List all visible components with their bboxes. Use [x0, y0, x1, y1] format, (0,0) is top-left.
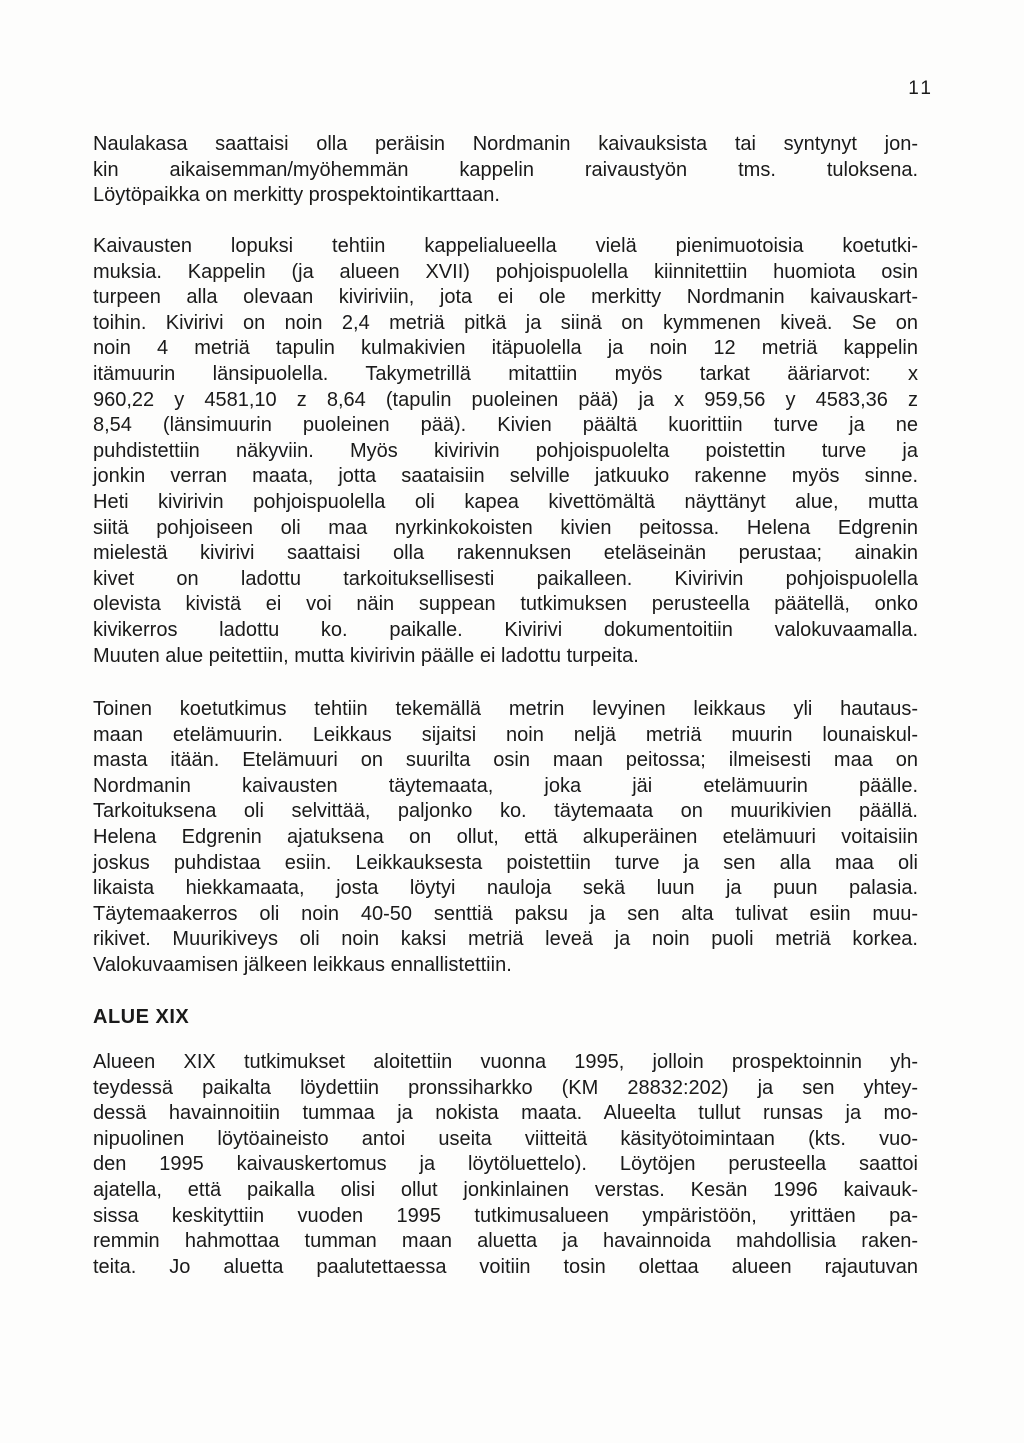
- text-line: Naulakasa saattaisi olla peräisin Nordmanin kaivauksista tai syntynyt jon-: [93, 133, 918, 155]
- text-line: Kaivausten lopuksi tehtiin kappelialueella vielä pienimuotoisia koetutki-: [93, 235, 918, 257]
- text-line: sissa keskityttiin vuoden 1995 tutkimusalueen ympäristöön, yrittäen pa-: [93, 1204, 918, 1227]
- text-line: 8,54 (länsimuurin puoleinen pää). Kivien päältä kuorittiin turve ja ne: [93, 414, 918, 437]
- text-line: kivet on ladottu tarkoituksellisesti paikalleen. Kivirivin pohjoispuolella: [93, 567, 918, 590]
- text-line: kivikerros ladottu ko. paikalle. Kivirivi dokumentoitiin valokuvaamalla.: [93, 618, 918, 641]
- text-line: den 1995 kaivauskertomus ja löytöluettelo). Löytöjen perusteella saattoi: [93, 1153, 918, 1176]
- text-line: teydessä paikalta löydettiin pronssiharkko (KM 28832:202) ja sen yhtey-: [93, 1076, 918, 1099]
- text-line: puhdistettiin näkyviin. Myös kivirivin pohjoispuolelta poistettin turve ja: [93, 439, 918, 462]
- text-line: olevista kivistä ei voi näin suppean tutkimuksen perusteella päätellä, onko: [93, 593, 918, 616]
- text-line: remmin hahmottaa tumman maan aluetta ja havainnoida mahdollisia raken-: [93, 1230, 918, 1253]
- text-line: likaista hiekkamaata, josta löytyi nauloja sekä luun ja puun palasia.: [93, 877, 918, 900]
- text-line: Muuten alue peitettiin, mutta kivirivin päälle ei ladottu turpeita.: [93, 644, 639, 667]
- paragraph-2: [93, 234, 918, 669]
- text-line: jonkin verran maata, jotta saataisiin selville jatkuuko rakenne myös sinne.: [93, 465, 918, 488]
- paragraph-1: [93, 132, 918, 209]
- section-heading: ALUE XIX: [93, 1006, 190, 1028]
- page-number: 11: [908, 78, 934, 99]
- text-line: Täytemaakerros oli noin 40-50 senttiä paksu ja sen alta tulivat esiin muu-: [93, 902, 918, 925]
- text-line: joskus puhdistaa esiin. Leikkauksesta poistettiin turve ja sen alla maa oli: [93, 851, 918, 874]
- text-line: Alueen XIX tutkimukset aloitettiin vuonna 1995, jolloin prospektoinnin yh-: [93, 1051, 918, 1073]
- text-line: Tarkoituksena oli selvittää, paljonko ko. täytemaata on muurikivien päällä.: [93, 800, 918, 823]
- text-line: teita. Jo aluetta paalutettaessa voitiin tosin olettaa alueen rajautuvan: [93, 1255, 918, 1278]
- paragraph-3: [93, 697, 918, 979]
- text-line: kin aikaisemman/myöhemmän kappelin raivaustyön tms. tuloksena.: [93, 158, 918, 181]
- text-line: Helena Edgrenin ajatuksena on ollut, että alkuperäinen etelämuuri voitaisiin: [93, 825, 918, 848]
- text-line: maan etelämuurin. Leikkaus sijaitsi noin neljä metriä muurin lounaiskul-: [93, 723, 918, 746]
- text-line: muksia. Kappelin (ja alueen XVII) pohjoispuolella kiinnitettiin huomiota osin: [93, 260, 918, 283]
- text-line: toihin. Kivirivi on noin 2,4 metriä pitkä ja siinä on kymmenen kiveä. Se on: [93, 311, 918, 334]
- text-line: Nordmanin kaivausten täytemaata, joka jäi etelämuurin päälle.: [93, 774, 918, 797]
- text-line: dessä havainnoitiin tummaa ja nokista maata. Alueelta tullut runsas ja mo-: [93, 1102, 918, 1125]
- text-line: Toinen koetutkimus tehtiin tekemällä metrin levyinen leikkaus yli hautaus-: [93, 698, 918, 720]
- text-line: Valokuvaamisen jälkeen leikkaus ennallistettiin.: [93, 953, 512, 976]
- text-line: noin 4 metriä tapulin kulmakivien itäpuolella ja noin 12 metriä kappelin: [93, 337, 918, 360]
- paragraph-4: [93, 1050, 918, 1280]
- text-line: masta itään. Etelämuuri on suurilta osin maan peitossa; ilmeisesti maa on: [93, 749, 918, 772]
- text-line: ajatella, että paikalla olisi ollut jonkinlainen verstas. Kesän 1996 kaivauk-: [93, 1178, 918, 1201]
- text-line: Löytöpaikka on merkitty prospektointikarttaan.: [93, 184, 500, 207]
- text-line: Heti kivirivin pohjoispuolella oli kapea kivettömältä näyttänyt alue, mutta: [93, 490, 918, 513]
- text-line: rikivet. Muurikiveys oli noin kaksi metriä leveä ja noin puoli metriä korkea.: [93, 928, 918, 951]
- text-line: nipuolinen löytöaineisto antoi useita viitteitä käsityötoimintaan (kts. vuo-: [93, 1127, 918, 1150]
- text-line: itämuurin länsipuolella. Takymetrillä mitattiin myös tarkat ääriarvot: x: [93, 362, 918, 385]
- text-line: turpeen alla olevaan kiviriviin, jota ei ole merkitty Nordmanin kaivauskart-: [93, 286, 918, 309]
- text-line: 960,22 y 4581,10 z 8,64 (tapulin puoleinen pää) ja x 959,56 y 4583,36 z: [93, 388, 918, 411]
- text-line: mielestä kivirivi saattaisi olla rakennuksen eteläseinän perustaa; ainakin: [93, 542, 918, 565]
- text-line: siitä pohjoiseen oli maa nyrkinkokoisten kivien peitossa. Helena Edgrenin: [93, 516, 918, 539]
